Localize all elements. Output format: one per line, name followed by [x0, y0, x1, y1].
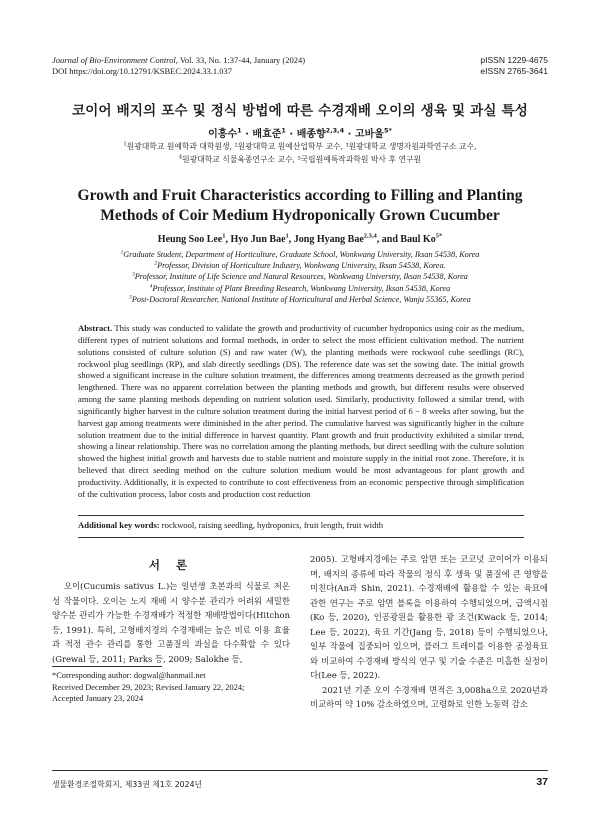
issn-block — [480, 55, 548, 77]
korean-title: 코이어 배지의 포수 및 정식 방법에 따른 수경재배 오이의 생육 및 과실 특성 — [71, 103, 529, 119]
divider — [78, 537, 524, 538]
english-author-sup: 2,3,4 — [363, 232, 377, 240]
footer-divider — [52, 770, 548, 771]
aff-sup: 4 — [149, 282, 153, 289]
pissn: pISSN 1229-4675 — [480, 55, 548, 65]
footnote — [52, 670, 244, 705]
english-author-sup: 1 — [222, 232, 226, 240]
abstract-label: Abstract. — [78, 323, 113, 333]
aff-text: Professor, Institute of Life Science and Natural Resources, Wonkwang University, Iksan 54538, Korea — [134, 272, 468, 282]
english-author-name: Hyo Jun Bae — [230, 234, 286, 245]
korean-author-name: 배효준 — [252, 129, 282, 140]
aff-text: Professor, Division of Horticulture Industry, Wonkwang University, Iksan 54538, Korea. — [157, 261, 446, 271]
aff-sup: 1 — [120, 249, 124, 256]
accepted-date: Accepted January 23, 2024 — [52, 694, 144, 703]
footnote-divider — [52, 666, 162, 667]
aff-sup: 3 — [132, 271, 135, 278]
korean-affiliation-sup: 4 — [178, 154, 183, 161]
korean-affiliation-sup: 1 — [123, 141, 127, 148]
doi-link[interactable]: DOI https://doi.org/10.12791/KSBEC.2024.33.1.037 — [52, 66, 233, 76]
author-separator: · — [241, 129, 253, 140]
aff-text: Professor, Institute of Plant Breeding Research, Wonkwang University, Iksan 54538, Korea — [152, 283, 451, 293]
author-separator: · — [285, 129, 297, 140]
korean-author-sup: 5* — [383, 126, 392, 135]
aff-text: Post-Doctoral Researcher, National Institute of Horticultural and Herbal Science, Wanju 55365, Korea — [131, 294, 471, 304]
keywords-label: Additional key words: — [78, 520, 160, 530]
korean-authors — [0, 125, 600, 140]
aff-text: Graduate Student, Department of Horticulture, Graduate School, Wonkwang University, Iksan 54538, Korea — [123, 250, 480, 259]
eissn: eISSN 2765-3641 — [480, 66, 548, 76]
english-authors: Heung Soo Lee$^1$, Hyo Jun Bae$^1$, Jong Hyang Bae$^{2,3,4}$, and Baul $Ko^{5*}$ — [157, 232, 443, 245]
journal-volume-info: , Vol. 33, No. 1:37-44, January (2024) — [175, 55, 306, 65]
english-title-line: Methods of Coir Medium Hydroponically Grown Cucumber — [100, 207, 500, 224]
keywords — [78, 520, 524, 531]
page-number: 37 — [536, 776, 548, 788]
korean-affiliation-text: 원광대학교 원예학과 대학원생, ²원광대학교 원예산업학부 교수, ³원광대학교 생명자원과학연구소 교수, — [126, 142, 477, 151]
korean-author-sup: 1 — [237, 126, 242, 135]
english-title — [0, 186, 600, 226]
english-title-line: Growth and Fruit Characteristics according to Filling and Planting — [77, 187, 523, 204]
author-separator: · — [344, 129, 355, 140]
section-title: 서 론 — [148, 558, 194, 572]
body-paragraph: 2005). 고형배지경에는 주로 암면 또는 코코넛 코이어가 이용되며, 배지의 종류에 따라 작물의 정식 후 생육 및 품질에 큰 영향을 미친다(An과 Shin, 2021). 수경재배에 활용할 수 있는 육묘에 관한 연구는 주로 암면 블록을 이용하여 수행되었으며, 급액시점(Ko 등, 2020), 인공광원을 활용한 광 조건(Kwack 등, 2014; Lee 등, 2022), 육묘 기간(Jang 등, 2018) 등이 수행되었으나, 일부 작물에 집중되어 있으며, 플러그 트레이를 이용한 공정육묘와 비교하여 수경재배 방식의 연구 및 기술 수준은 미흡한 실정이다(Lee 등, 2022). — [310, 554, 548, 680]
aff-sup: 5 — [129, 294, 132, 301]
abstract — [78, 323, 524, 501]
korean-author-sup: 2,3,4 — [325, 126, 345, 135]
received-date: Received December 29, 2023; Revised January 22, 2024; — [52, 682, 245, 692]
korean-author-name: 고바울 — [354, 129, 384, 140]
english-affiliation — [0, 271, 600, 282]
journal-header — [52, 55, 305, 77]
keywords-text: rockwool, raising seedling, hydroponics, fruit length, fruit width — [159, 520, 384, 530]
english-author-name: Jong Hyang Bae — [293, 234, 364, 245]
aff-sup: 2 — [154, 260, 158, 267]
korean-affiliation-line — [0, 141, 600, 152]
body-paragraph: 2021년 기준 오이 수경재배 면적은 3,008ha으로 2020년과 비교하여 약 10% 감소하였으며, 고령화로 인한 노동력 감소 — [310, 684, 548, 709]
corresponding-author: *Corresponding author: dogwal@hanmail.net — [52, 671, 206, 680]
korean-affiliation-line — [0, 154, 600, 165]
english-author-name: Baul Ko — [400, 234, 436, 245]
english-affiliation — [0, 283, 600, 294]
footer-journal: 생물환경조절학회지, 제33권 제1호 2024년 — [52, 780, 203, 789]
english-author-sup: 1 — [285, 232, 289, 240]
abstract-text: This study was conducted to validate the growth and productivity of cucumber hydroponics using coir as the medium, different types of nutrient solutions and formal methods, in order to select the most efficient cultivation method. The nutrient solutions consisted of culture solution (S) and raw water (W), the planting methods were rockwool cube seedlings (RC), rockwool plug seedlings (RP), and slab directly seedlings (DS). The reference date was set the sowing date. The initial growth showed a significant increase in the culture solution treatment, the differences among treatments decreased as the growth period lengthened. There was no apparent correlation between the planting methods and growth, but different results were observed among the same planting methods depending on nutrient solution used. Similarly, productivity followed a similar trend, with significantly higher harvest in the culture solution treatment during the initial harvest period of 6 − 8 weeks after sowing, but the harvest gap among treatments were diminished in the after period. The cumulative harvest was significantly higher in the culture solution treatment due to the initial difference in harvest quantity. Plant growth and fruit productivity exhibited a similar trend, showing a linear relationship. There was no correlation among the planting methods, but direct seedling with the culture solution showed the highest initial growth and harvests due to stable nutrient and moisture supply in the initial root zone. Therefore, it is believed that direct seeding method on the culture solution medium would be most advantageous for plant growth and productivity. Additionally, it is expected to contribute to cost effectiveness from an economic perspective through simplification of the cultivation process, labor costs and production cost reduction — [78, 323, 524, 499]
english-affiliations — [0, 249, 600, 305]
divider — [78, 515, 524, 516]
korean-author-name: 배종향 — [296, 129, 326, 140]
english-affiliation — [0, 260, 600, 271]
english-author-sup: 5* — [435, 232, 443, 240]
english-affiliation — [0, 249, 600, 260]
korean-affiliation-text: 원광대학교 식물육종연구소 교수, ⁵국립원예특작과학원 박사 후 연구원 — [182, 155, 422, 164]
right-column — [310, 552, 548, 712]
korean-author-name: 이흥수 — [208, 129, 238, 140]
body-paragraph: 오이(Cucumis sativus L.)는 일년생 초본과의 식물로 저온성 작물이다. 오이는 노지 재배 시 양수분 관리가 어려워 세밀한 양수분 관리가 가능한 수경재배가 적정한 재배방법이다(Hitchon 등, 1991). 특히, 고형배지경의 수경재배는 높은 비료 이용 효율과 적정 관수 관리를 통한 고품질의 과실을 다수확할 수 있다(Grewal 등, 2011; Parks 등, 2009; Salokhe 등, — [52, 581, 290, 664]
korean-author-sup: 1 — [281, 126, 286, 135]
journal-name: Journal of Bio-Environment Control — [52, 55, 176, 65]
english-affiliation — [0, 294, 600, 305]
left-column — [52, 579, 290, 666]
english-author-name: Heung Soo Lee — [157, 234, 223, 245]
